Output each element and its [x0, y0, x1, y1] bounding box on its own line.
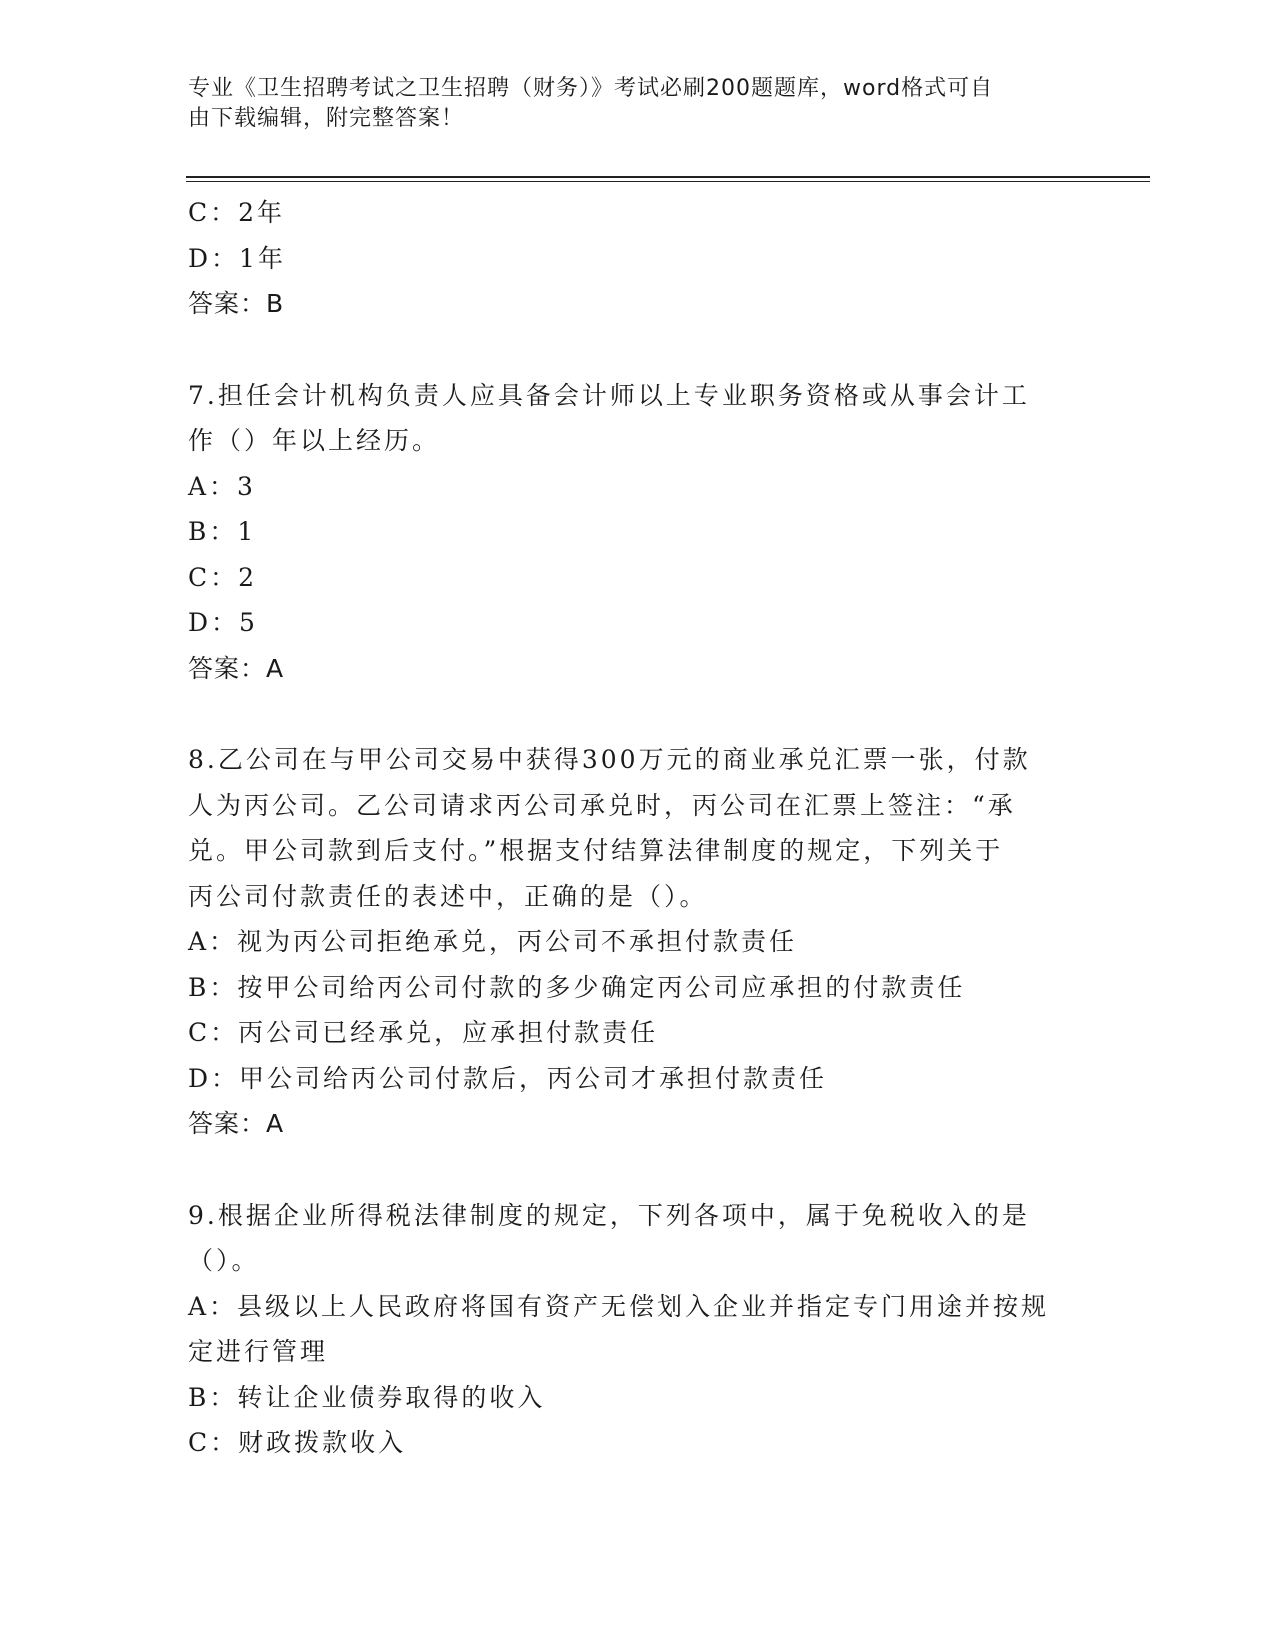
option-d: D：甲公司给丙公司付款后，丙公司才承担付款责任: [188, 1063, 828, 1093]
option-b: B：按甲公司给丙公司付款的多少确定丙公司应承担的付款责任: [188, 972, 966, 1002]
question-9: [188, 1193, 1088, 1466]
option-c: C：丙公司已经承兑，应承担付款责任: [188, 1018, 659, 1047]
question-stem-line: 作（）年以上经历。: [188, 426, 441, 455]
question-stem-line: 9.根据企业所得税法律制度的规定，下列各项中，属于免税收入的是: [188, 1200, 1030, 1230]
question-6-continued: [188, 190, 1088, 327]
option-a: A：县级以上人民政府将国有资产无偿划入企业并指定专门用途并按规: [188, 1291, 1050, 1321]
page-header: [188, 74, 1068, 134]
question-8: [188, 737, 1088, 1147]
header-title-line-1: 专业《卫生招聘考试之卫生招聘（财务）》考试必刷200题题库，word格式可自: [188, 76, 994, 101]
option-c: C：2: [188, 562, 258, 592]
question-stem-line: （）。: [188, 1246, 260, 1275]
question-stem-line: 8.乙公司在与甲公司交易中获得300万元的商业承兑汇票一张，付款: [188, 745, 1031, 774]
answer-line: 答案：B: [188, 289, 285, 318]
spacer: [188, 691, 1088, 737]
answer-line: 答案：A: [188, 1109, 285, 1138]
question-stem-line: 丙公司付款责任的表述中，正确的是（）。: [188, 881, 708, 911]
option-c: C：财政拨款收入: [188, 1428, 407, 1457]
spacer: [188, 327, 1088, 373]
question-stem-line: 人为丙公司。乙公司请求丙公司承兑时，丙公司在汇票上签注：“承: [188, 790, 1016, 820]
header-divider-thin: [186, 181, 1150, 182]
option-a-continued: 定进行管理: [188, 1337, 329, 1366]
option-b: B：1: [188, 517, 257, 546]
option-a: A：3: [188, 471, 256, 501]
question-7: [188, 373, 1088, 692]
answer-line: 答案：A: [188, 653, 285, 683]
header-divider-thick: [186, 176, 1150, 178]
question-list: [188, 190, 1088, 1466]
spacer: [188, 1147, 1088, 1193]
option-c: C：2年: [188, 198, 286, 227]
question-stem-line: 兑。甲公司款到后支付。”根据支付结算法律制度的规定，下列关于: [188, 836, 1004, 865]
question-stem-line: 7.担任会计机构负责人应具备会计师以上专业职务资格或从事会计工: [188, 380, 1030, 410]
option-d: D：5: [188, 608, 258, 637]
option-b: B：转让企业债券取得的收入: [188, 1382, 546, 1412]
option-d: D：1年: [188, 243, 286, 273]
header-title-line-2: 由下载编辑，附完整答案！: [188, 106, 465, 131]
option-a: A：视为丙公司拒绝承兑，丙公司不承担付款责任: [188, 927, 798, 956]
